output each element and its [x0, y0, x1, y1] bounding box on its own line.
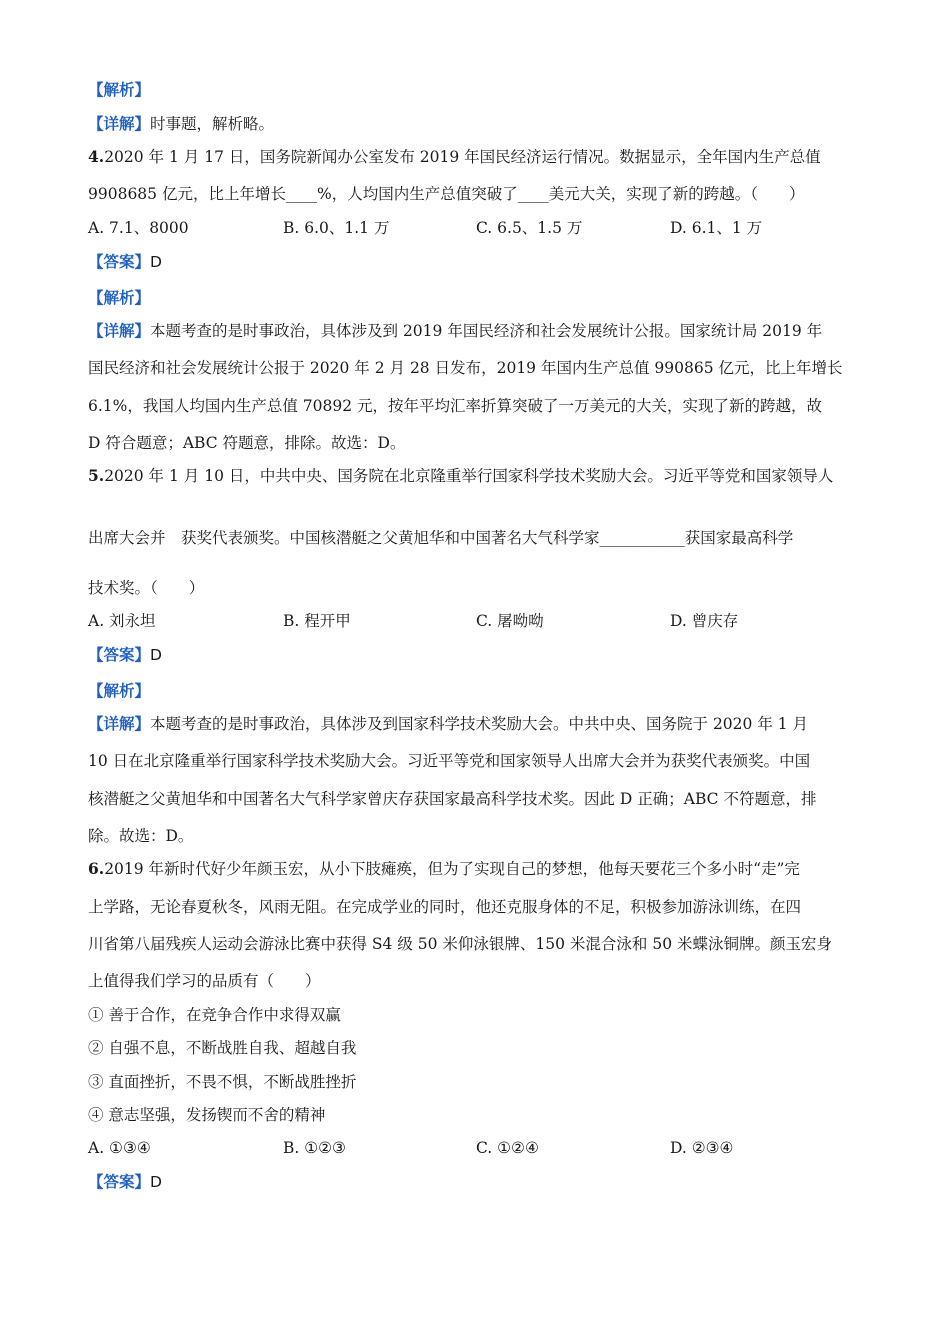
- q5-analysis-heading: 【解析】: [88, 681, 151, 700]
- q4-option-b: B. 6.0、1.1 万: [283, 219, 390, 237]
- q5-option-d: D. 曾庆存: [670, 612, 739, 630]
- q6-option-d: D. ②③④: [670, 1139, 734, 1157]
- q6-option-a: A. ①③④: [88, 1139, 151, 1157]
- q4-answer-value: D: [150, 253, 162, 271]
- q6-stem-line-1: 6.2019 年新时代好少年颜玉宏，从小下肢瘫痪，但为了实现自己的梦想，他每天要花三个多小时“走”完: [88, 859, 800, 878]
- q3-detail-text: 时事题，解析略。: [150, 115, 275, 133]
- q5-option-a: A. 刘永坦: [88, 612, 156, 630]
- q3-detail: [88, 114, 274, 134]
- q5-blank: ___________: [599, 529, 685, 547]
- q5-number: 5.: [88, 466, 105, 485]
- q5-answer-value: D: [150, 646, 162, 664]
- q4-option-d: D. 6.1、1 万: [670, 219, 763, 237]
- q6-stem-line-3: 川省第八届残疾人运动会游泳比赛中获得 S4 级 50 米仰泳银牌、150 米混合泳和 50 米蝶泳铜牌。颜玉宏身: [88, 935, 833, 953]
- q4-detail-line-1: 【详解】本题考查的是时事政治，具体涉及到 2019 年国民经济和社会发展统计公报。国家统计局 2019 年: [88, 321, 823, 340]
- q5-detail-line-4: 除。故选：D。: [88, 827, 194, 845]
- detail-tag: 【详解】: [88, 114, 151, 133]
- q6-option-c: C. ①②④: [476, 1139, 539, 1157]
- q5-stem-line-2: 出席大会并 获奖代表颁奖。中国核潜艇之父黄旭华和中国著名大气科学家___________获国家最高科学: [88, 529, 794, 547]
- q6-statement-4: ④ 意志坚强，发扬锲而不舍的精神: [88, 1106, 326, 1124]
- q6-statement-2: ② 自强不息，不断战胜自我、超越自我: [88, 1039, 357, 1057]
- q6-answer-value: D: [150, 1173, 162, 1191]
- q6-number: 6.: [88, 859, 105, 878]
- analysis-heading: [88, 80, 150, 100]
- q4-analysis-heading: 【解析】: [88, 288, 151, 307]
- q4-stem-line-2: 9908685 亿元，比上年增长____%，人均国内生产总值突破了____美元大关，实现了新的跨越。（ ）: [88, 185, 805, 203]
- q4-blank-2: ____: [517, 185, 549, 203]
- q4-option-c: C. 6.5、1.5 万: [476, 219, 583, 237]
- q5-option-b: B. 程开甲: [283, 612, 351, 630]
- q4-answer: 【答案】D: [88, 252, 162, 271]
- q4-number: 4.: [88, 147, 105, 166]
- q5-answer: 【答案】D: [88, 645, 162, 664]
- q6-option-b: B. ①②③: [283, 1139, 346, 1157]
- analysis-tag: 【解析】: [88, 80, 151, 99]
- q6-statement-1: ① 善于合作，在竞争合作中求得双赢: [88, 1006, 341, 1024]
- q4-blank-1: ____: [285, 185, 317, 203]
- q5-option-c: C. 屠呦呦: [476, 612, 544, 630]
- q6-stem-line-2: 上学路，无论春夏秋冬，风雨无阻。在完成学业的同时，他还克服身体的不足，积极参加游泳训练，在四: [88, 898, 802, 916]
- q5-detail-line-2: 10 日在北京隆重举行国家科学技术奖励大会。习近平等党和国家领导人出席大会并为获奖代表颁奖。中国: [88, 752, 811, 770]
- q5-stem-line-1: 5.2020 年 1 月 10 日，中共中央、国务院在北京隆重举行国家科学技术奖励大会。习近平等党和国家领导人: [88, 466, 834, 485]
- q4-option-a: A. 7.1、8000: [88, 219, 189, 237]
- q6-answer: 【答案】D: [88, 1172, 162, 1191]
- q4-detail-line-3: 6.1%，我国人均国内生产总值 70892 元，按年平均汇率折算突破了一万美元的大关，实现了新的跨越，故: [88, 397, 823, 415]
- q5-detail-line-3: 核潜艇之父黄旭华和中国著名大气科学家曾庆存获国家最高科学技术奖。因此 D 正确；ABC 不符题意，排: [88, 790, 817, 808]
- q4-stem-line-1: 4.2020 年 1 月 17 日，国务院新闻办公室发布 2019 年国民经济运行情况。数据显示，全年国内生产总值: [88, 147, 821, 166]
- q4-detail-line-2: 国民经济和社会发展统计公报于 2020 年 2 月 28 日发布，2019 年国内生产总值 990865 亿元，比上年增长: [88, 359, 843, 377]
- q6-stem-line-4: 上值得我们学习的品质有（ ）: [88, 972, 321, 990]
- q5-stem-line-3: 技术奖。（ ）: [88, 579, 205, 597]
- q4-detail-line-4: D 符合题意；ABC 符题意，排除。故选：D。: [88, 434, 406, 452]
- q6-statement-3: ③ 直面挫折，不畏不惧，不断战胜挫折: [88, 1073, 357, 1091]
- q5-detail-line-1: 【详解】本题考查的是时事政治，具体涉及到国家科学技术奖励大会。中共中央、国务院于 2020 年 1 月: [88, 714, 809, 733]
